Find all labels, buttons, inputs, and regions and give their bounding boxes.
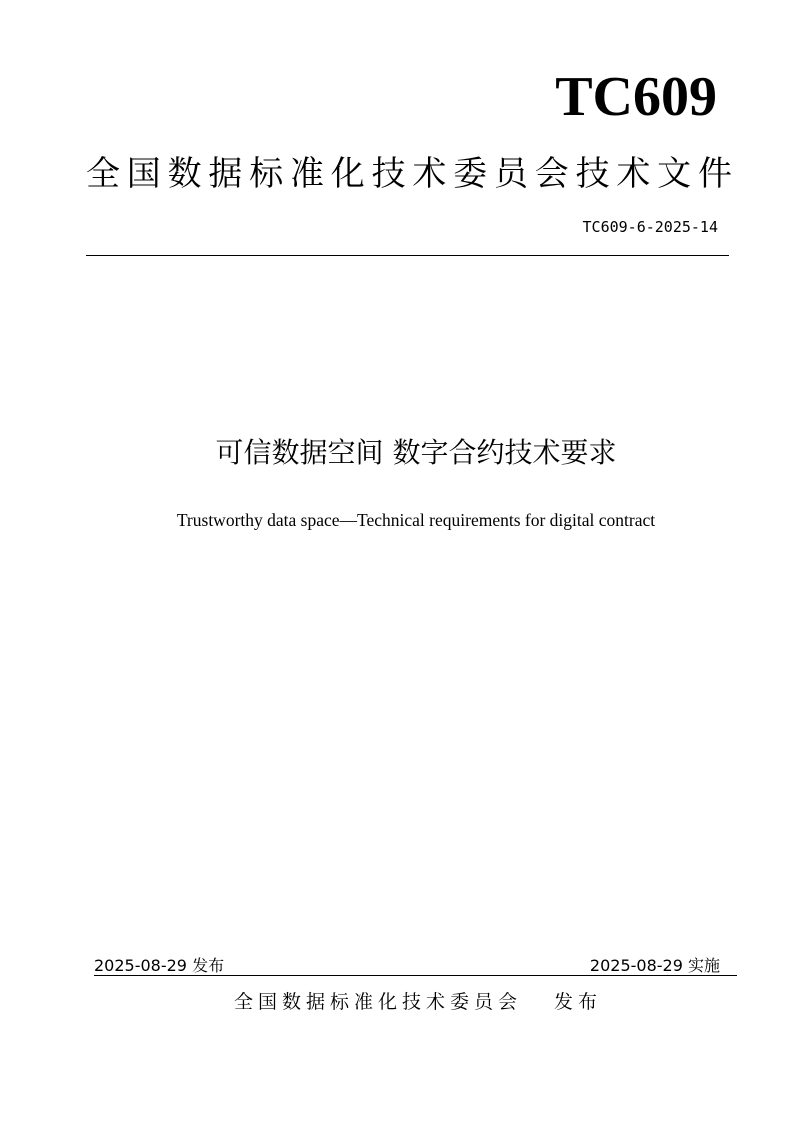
committee-code: TC609 [555,66,717,128]
document-number: TC609-6-2025-14 [582,218,718,236]
document-title-chinese: 可信数据空间 数字合约技术要求 [215,436,617,469]
heading-char: 术 [616,154,651,194]
publish-label: 发布 [554,991,603,1013]
heading-char: 数 [167,154,202,194]
heading-char: 技 [371,154,406,194]
heading-char: 据 [208,154,243,194]
issue-date: 2025-08-29 发布 [94,956,225,975]
committee-name-heading [86,152,732,196]
publisher-name: 全国数据标准化技术委员会 [234,991,523,1013]
implementation-date: 2025-08-29 实施 [589,956,720,975]
heading-char: 员 [493,154,528,194]
heading-char: 术 [412,154,447,194]
heading-char: 准 [289,154,324,194]
heading-char: 全 [86,154,120,194]
footer-divider [94,975,737,976]
document-title-english: Trustworthy data space—Technical requirements for digital contract [176,510,656,530]
heading-char: 文 [657,154,692,194]
header-divider [86,255,729,256]
heading-char: 标 [249,154,284,194]
heading-char: 化 [330,154,365,194]
heading-char: 国 [126,154,161,194]
heading-char: 会 [534,154,569,194]
heading-char: 技 [575,154,610,194]
heading-char: 委 [453,154,488,194]
heading-char: 件 [697,154,732,194]
